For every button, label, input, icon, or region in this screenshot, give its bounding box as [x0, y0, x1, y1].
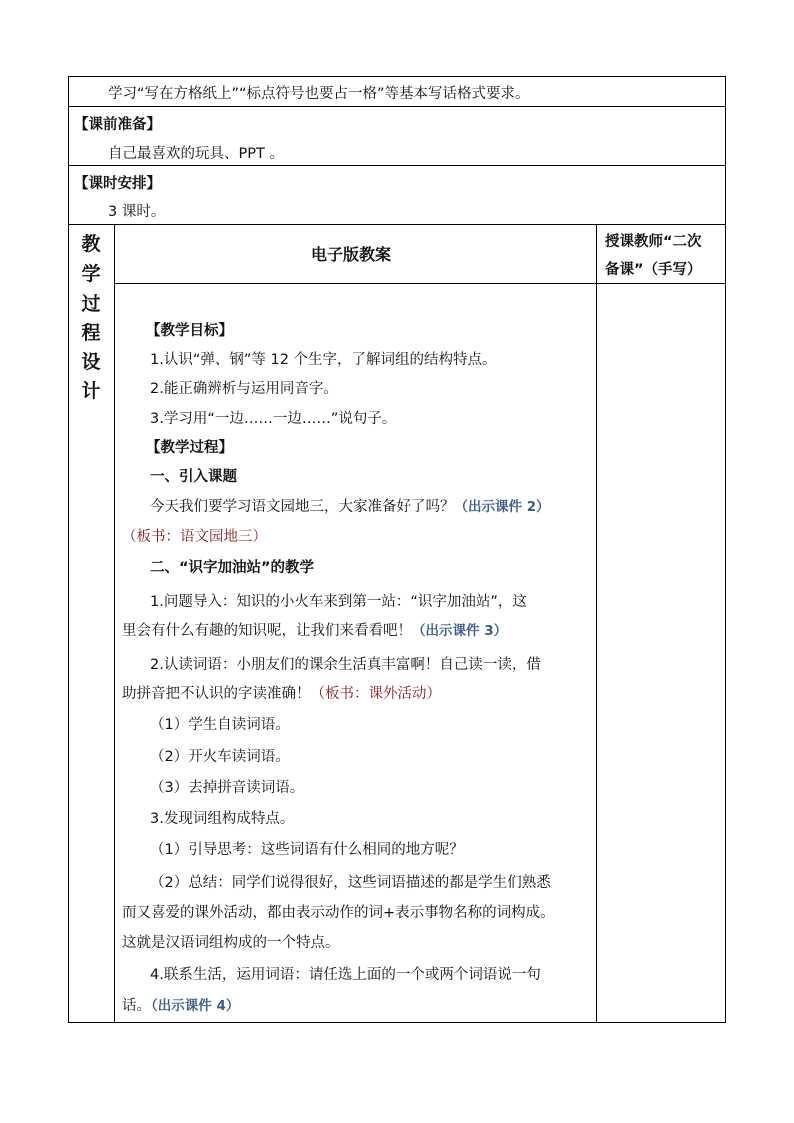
- side-label-char: 教: [81, 233, 101, 255]
- s2-2-line-a: 2.认读词语：小朋友们的课余生活真丰富啊！自己读一读，借: [150, 657, 541, 673]
- center-title: 电子版教案: [311, 245, 392, 264]
- s2-2-item-3: （3）去掉拼音读词语。: [150, 780, 305, 796]
- column-divider: [596, 224, 597, 1023]
- s2-2-item-1: （1）学生自读词语。: [150, 717, 290, 733]
- courseware-ref: （出示课件 4）: [151, 998, 240, 1014]
- section-2-title: 二、“识字加油站”的教学: [150, 560, 315, 576]
- s2-4-line-a: 4.联系生活，运用词语：请任选上面的一个或两个词语说一句: [150, 967, 541, 983]
- goal-3: 3.学习用“一边……一边……”说句子。: [150, 411, 397, 427]
- s2-2-item-2: （2）开火车读词语。: [150, 749, 290, 765]
- section-1-paragraph: [150, 497, 550, 517]
- s2-1-text: 里会有什么有趣的知识呢，让我们来看看吧！: [122, 623, 412, 639]
- s2-2-text: 助拼音把不认识的字读准确！: [122, 686, 311, 702]
- courseware-ref: （出示课件 3）: [412, 623, 508, 639]
- column-divider: [114, 224, 115, 1023]
- s2-4-text: 话。: [122, 998, 151, 1014]
- row-divider: [68, 165, 726, 166]
- side-label-char: 计: [81, 380, 101, 402]
- s2-1-line-b: [122, 621, 507, 641]
- side-label-char: 学: [81, 263, 101, 285]
- board-note: （板书：语文园地三）: [122, 529, 267, 545]
- goal-2: 2.能正确辨析与运用同音字。: [150, 381, 338, 397]
- row-divider: [68, 224, 726, 225]
- s2-1-line-a: 1.问题导入：知识的小火车来到第一站：“识字加油站”，这: [150, 594, 527, 610]
- section-1-title: 一、引入课题: [150, 469, 237, 485]
- s2-2-line-b: [122, 684, 441, 704]
- side-label-char: 设: [81, 351, 101, 373]
- section-1-text: 今天我们要学习语文园地三，大家准备好了吗？: [150, 499, 455, 515]
- schedule-content: 3 课时。: [108, 204, 166, 220]
- s2-3-item-2-line-a: （2）总结：同学们说得很好，这些词语描述的都是学生们熟悉: [150, 875, 551, 891]
- row-divider: [114, 283, 726, 284]
- right-title-line1: 授课教师“二次: [605, 234, 702, 250]
- format-requirement-text: 学习“写在方格纸上”“标点符号也要占一格”等基本写话格式要求。: [108, 86, 530, 102]
- row-divider: [68, 106, 726, 107]
- s2-3-item-1: （1）引导思考：这些词语有什么相同的地方呢？: [150, 842, 464, 858]
- s2-3-item-2-line-b: 而又喜爱的课外活动，都由表示动作的词+表示事物名称的词构成。: [122, 905, 555, 921]
- s2-3-item-2-line-c: 这就是汉语词组构成的一个特点。: [122, 935, 340, 951]
- goal-1: 1.认识“弹、钢”等 12 个生字，了解词组的结构特点。: [150, 352, 497, 368]
- prep-heading: 【课前准备】: [74, 117, 161, 133]
- board-note: （板书：课外活动）: [310, 686, 441, 702]
- side-label-char: 过: [81, 293, 101, 315]
- prep-content: 自己最喜欢的玩具、PPT 。: [108, 146, 284, 162]
- courseware-ref: （出示课件 2）: [454, 499, 550, 515]
- goals-heading: 【教学目标】: [146, 323, 233, 339]
- side-label-char: 程: [81, 322, 101, 344]
- s2-3: 3.发现词组构成特点。: [150, 811, 295, 827]
- s2-4-line-b: [122, 996, 239, 1016]
- schedule-heading: 【课时安排】: [74, 176, 161, 192]
- right-title-line2: 备课”（手写）: [605, 262, 702, 278]
- process-heading: 【教学过程】: [146, 440, 233, 456]
